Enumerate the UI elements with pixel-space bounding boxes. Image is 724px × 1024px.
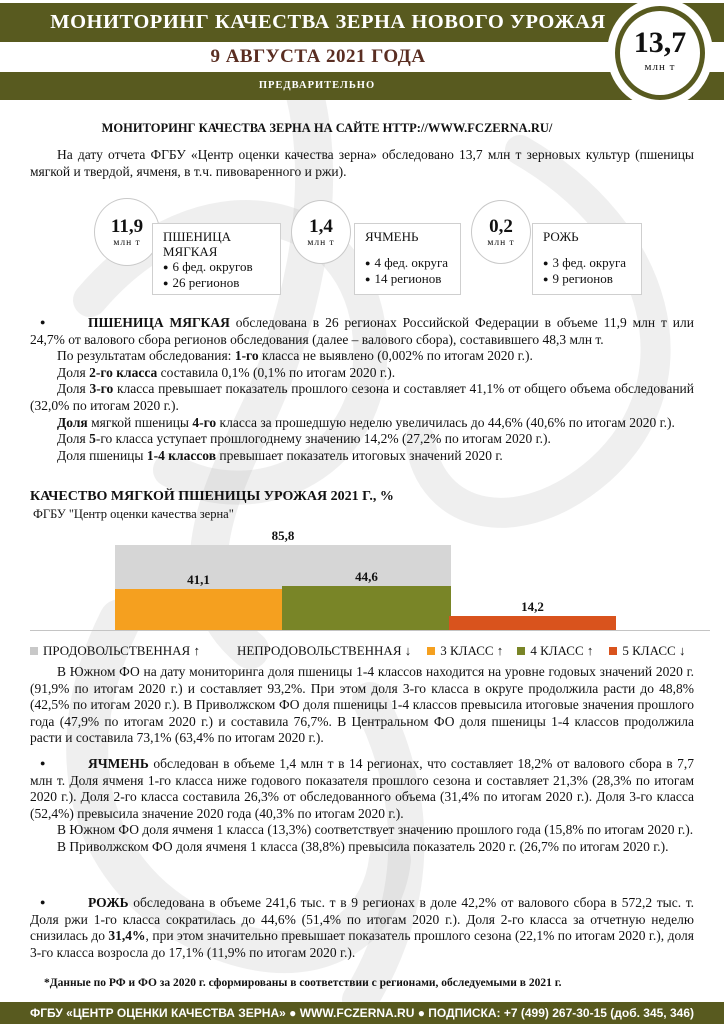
barley-volume-unit: млн т <box>307 237 335 248</box>
bullet-icon: ● <box>40 897 46 907</box>
list-item: ● 6 фед. округов <box>163 259 253 274</box>
bullet-icon: ● <box>40 758 46 768</box>
section-wheat <box>30 314 694 464</box>
chart-legend <box>30 643 710 659</box>
bar-class3 <box>115 572 282 630</box>
rye-volume-value: 0,2 <box>489 215 513 237</box>
bullet-icon: ● <box>163 262 169 272</box>
chart-title: КАЧЕСТВО МЯГКОЙ ПШЕНИЦЫ УРОЖАЯ 2021 Г., % <box>30 489 394 504</box>
list-item: ● 3 фед. округа <box>543 255 627 270</box>
paragraph: Доля мягкой пшеницы 4-го класса за прошедшую неделю увеличилась до 44,6% (40,6% по итогам 2020 г.). <box>57 414 675 430</box>
chart-subtitle: ФГБУ "Центр оценки качества зерна" <box>33 507 234 521</box>
list-item: ● 9 регионов <box>543 271 613 286</box>
legend-item <box>224 643 411 659</box>
legend-label: НЕПРОДОВОЛЬСТВЕННАЯ ↓ <box>236 643 412 658</box>
barley-card-bullets <box>365 255 452 289</box>
bullet-icon: ● <box>163 278 169 288</box>
paragraph: В Южном ФО на дату мониторинга доля пшеницы 1-4 классов находится на уровне годовых значений 2020 г. (91,9% по итогам 2020 г.) и составляет 93,2%. При этом доля 3-го класса в округе продолжила расти до 48,8% (42,5% по итогам 2020 г.). В Приволжском ФО доля пшеницы 1-4 классов превысила итоговые значения прошлого года (47,9% по итогам 2020 г.) и составила 76,7%. В Центральном ФО доля пшеницы 1-4 классов продолжила расти и составила 73,1% (63,4% по итогам 2020 г.). <box>30 664 694 746</box>
summary-cards <box>0 197 724 297</box>
legend-swatch <box>30 647 38 655</box>
barley-volume-circle <box>291 200 351 264</box>
paragraph: Доля пшеницы 1-4 классов превышает показатель итоговых значений 2020 г. <box>57 447 503 463</box>
paragraph: Доля 5-го класса уступает прошлогоднему значению 14,2% (27,2% по итогам 2020 г.). <box>57 431 551 447</box>
paragraph: Доля 2-го класса составила 0,1% (0,1% по итогам 2020 г.). <box>57 364 396 380</box>
bullet-icon: ● <box>543 258 549 268</box>
legend-swatch <box>517 647 525 655</box>
wheat-volume-circle <box>94 198 160 266</box>
paragraph: Доля 3-го класса превышает показатель прошлого сезона и составляет 41,1% от общего объема обследований (32,0% по итогам 2020 г.). <box>30 381 694 413</box>
wheat-quality-chart <box>30 526 710 631</box>
bar-class5 <box>449 599 616 630</box>
intro-paragraph: На дату отчета ФГБУ «Центр оценки качества зерна» обследовано 13,7 млн т зерновых культур (пшеницы мягкой и твердой, ячменя, в т.ч. пивоваренного и ржи). <box>30 147 694 179</box>
bullet-icon: ● <box>543 274 549 284</box>
wheat-volume-unit: млн т <box>113 237 141 248</box>
bar-class4 <box>282 569 451 630</box>
bullet-icon: ● <box>40 317 46 327</box>
list-item: ● 14 регионов <box>365 271 442 286</box>
total-volume-badge <box>615 6 705 100</box>
footer-band <box>0 1002 724 1024</box>
barley-card-title: ЯЧМЕНЬ <box>365 229 419 244</box>
title-band <box>0 3 724 42</box>
status-label: ПРЕДВАРИТЕЛЬНО <box>258 80 376 91</box>
legend-label: 5 КЛАСС ↓ <box>622 643 686 658</box>
rye-volume-circle <box>471 200 531 264</box>
paragraph: ● ЯЧМЕНЬ обследован в объеме 1,4 млн т в 14 регионах, что составляет 18,2% от валового сбора в 7,7 млн т. Доля ячменя 1-го класса ниже годового показателя прошлого сезона и составляет 21,3% (28,3% по итогам 2020 г.). Доля 2-го класса составила 26,3% от обследованного объема (31,4% по итогам 2020 г.). Доля 3-го класса (52,4%) превысила значение 2020 года (40,3% по итогам 2020 г.). <box>30 756 694 821</box>
section-wheat-regions <box>30 664 694 747</box>
footer-text: ФГБУ «ЦЕНТР ОЦЕНКИ КАЧЕСТВА ЗЕРНА» ● WWW.FCZERNA.RU ● ПОДПИСКА: +7 (499) 267-30-15 (доб. 345, 346) <box>29 1006 694 1020</box>
bar-value-label: 85,8 <box>271 528 295 543</box>
bullet-icon: ● <box>365 274 371 284</box>
list-item: ● 26 регионов <box>163 275 240 290</box>
paragraph: ● ПШЕНИЦА МЯГКАЯ обследована в 26 регионах Российской Федерации в объеме 11,9 млн т или 24,7% от валового сбора регионов обследования (далее – валового сбора), составившего 48,3 млн т. <box>30 315 694 347</box>
badge-unit: млн т <box>644 61 676 73</box>
legend-swatch <box>609 647 617 655</box>
bar-value-label: 44,6 <box>355 569 378 584</box>
legend-item <box>30 643 200 659</box>
rye-card-title: РОЖЬ <box>543 229 579 244</box>
wheat-card-bullets <box>163 259 272 293</box>
legend-item <box>427 643 503 659</box>
badge-value: 13,7 <box>633 26 687 59</box>
list-item: ● 4 фед. округа <box>365 255 449 270</box>
wheat-card <box>152 223 281 295</box>
rye-card <box>532 223 642 295</box>
bullet-icon: ● <box>365 258 371 268</box>
bar-value-label: 41,1 <box>187 572 210 587</box>
paragraph: ● РОЖЬ обследована в объеме 241,6 тыс. т в 9 регионах в доле 42,2% от валового сбора в 572,2 тыс. т. Доля ржи 1-го класса сократилась до 44,6% (51,4% по итогам 2020 г.). Доля 2-го класса за отчетную неделю снизилась до 31,4%, при этом значительно превышает показатель прошлого сезона (22,1% по итогам 2020 г.), доля 3-го класса возросла до 17,1% (11,9% по итогам 2020 г.). <box>30 895 695 960</box>
barley-volume-value: 1,4 <box>309 215 333 237</box>
wheat-card-title: ПШЕНИЦА МЯГКАЯ <box>163 229 231 259</box>
legend-item <box>517 643 593 659</box>
legend-swatch <box>427 647 435 655</box>
paragraph: По результатам обследования: 1-го класса не выявлено (0,002% по итогам 2020 г.). <box>57 348 533 364</box>
legend-label: 4 КЛАСС ↑ <box>530 643 594 658</box>
section-rye <box>30 894 694 961</box>
legend-item <box>609 643 685 659</box>
barley-card <box>354 223 461 295</box>
report-title: МОНИТОРИНГ КАЧЕСТВА ЗЕРНА НОВОГО УРОЖАЯ <box>50 11 606 33</box>
legend-label: ПРОДОВОЛЬСТВЕННАЯ ↑ <box>43 643 200 658</box>
wheat-volume-value: 11,9 <box>110 215 144 237</box>
rye-card-bullets <box>543 255 633 289</box>
paragraph: В Южном ФО доля ячменя 1 класса (13,3%) соответствует значению прошлого года (15,8% по итогам 2020 г.). <box>57 822 694 838</box>
report-date: 9 АВГУСТА 2021 ГОДА <box>210 46 426 67</box>
legend-label: 3 КЛАСС ↑ <box>440 643 504 658</box>
section-barley <box>30 755 694 856</box>
bar-value-label: 14,2 <box>521 599 544 614</box>
footnote: *Данные по РФ и ФО за 2020 г. сформированы в соответствии с регионами, обследуемыми в 2021 г. <box>44 977 562 989</box>
status-band <box>0 72 724 100</box>
site-line: МОНИТОРИНГ КАЧЕСТВА ЗЕРНА НА САЙТЕ HTTP://WWW.FCZERNA.RU/ <box>101 121 553 135</box>
paragraph: В Приволжском ФО доля ячменя 1 класса (38,8%) превысила показатель 2020 г. (26,7% по итогам 2020 г.). <box>57 838 669 854</box>
rye-volume-unit: млн т <box>487 237 515 248</box>
